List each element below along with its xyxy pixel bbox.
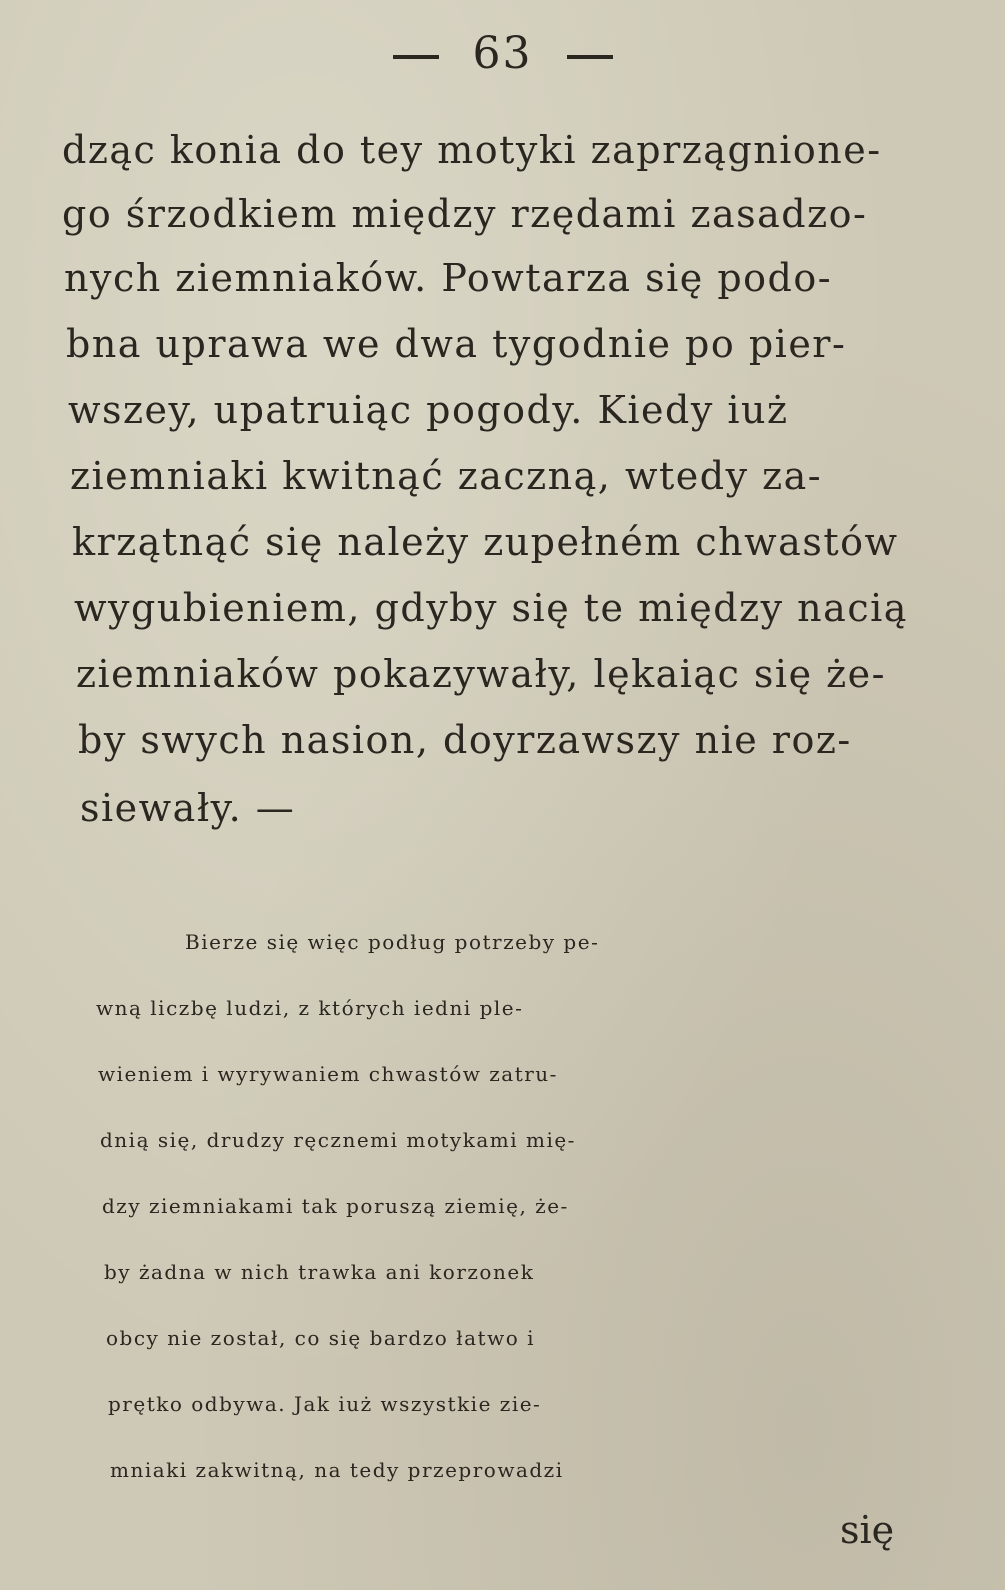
text-line: mniaki zakwitną, na tedy przeprowadzi	[110, 1458, 564, 1482]
text-line: krzątnąć się należy zupełném chwastów	[72, 520, 899, 564]
header-dash-left	[393, 55, 439, 59]
text-line: siewały. —	[80, 786, 296, 830]
text-line: bna uprawa we dwa tygodnie po pier-	[66, 322, 847, 366]
text-line: obcy nie został, co się bardzo łatwo i	[106, 1326, 536, 1350]
page-header	[0, 28, 1005, 79]
text-line: dnią się, drudzy ręcznemi motykami mię-	[100, 1128, 576, 1152]
text-line: wną liczbę ludzi, z których iedni ple-	[96, 996, 524, 1020]
text-line: wszey, upatruiąc pogody. Kiedy iuż	[68, 388, 789, 432]
catchword: się	[840, 1508, 895, 1552]
text-line: dząc konia do tey motyki zaprzągnione-	[62, 128, 882, 172]
text-line: by swych nasion, doyrzawszy nie roz-	[78, 718, 852, 762]
text-line: dzy ziemniakami tak poruszą ziemię, że-	[102, 1194, 569, 1218]
text-line: go śrzodkiem między rzędami zasadzo-	[62, 192, 868, 236]
page-number: 63	[472, 28, 533, 79]
text-line: nych ziemniaków. Powtarza się podo-	[64, 256, 833, 300]
text-line: wieniem i wyrywaniem chwastów zatru-	[98, 1062, 558, 1086]
text-line: prętko odbywa. Jak iuż wszystkie zie-	[108, 1392, 542, 1416]
text-line: by żadna w nich trawka ani korzonek	[104, 1260, 535, 1284]
text-line: ziemniaków pokazywały, lękaiąc się że-	[76, 652, 887, 696]
text-line: ziemniaki kwitnąć zaczną, wtedy za-	[70, 454, 823, 498]
text-line: wygubieniem, gdyby się te między nacią	[74, 586, 908, 630]
text-line: Bierze się więc podług potrzeby pe-	[185, 930, 600, 954]
header-dash-right	[567, 55, 613, 59]
